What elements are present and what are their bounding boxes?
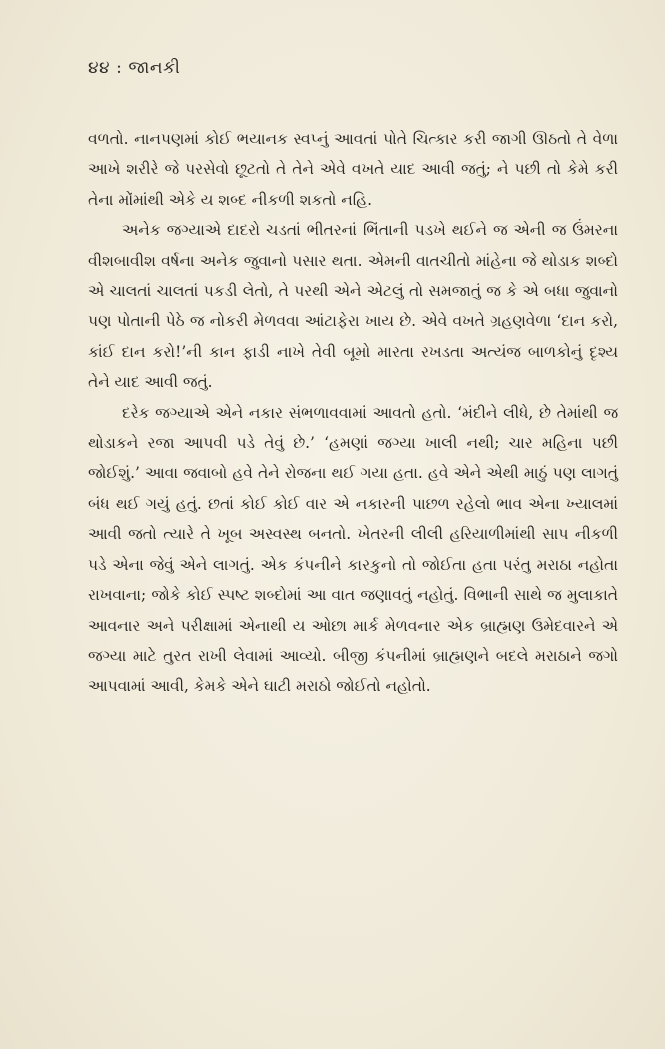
- page-number: ૪૪: [88, 58, 111, 78]
- running-header: [88, 58, 180, 78]
- paragraph: દરેક જગ્યાએ એને નકાર સંભળાવવામાં આવતો હતો. ‘મંદીને લીધે, છે તેમાંથી જ થોડાકને રજા આપવી પડે તેવું છે.’ ‘હમણાં જગ્યા ખાલી નથી; ચાર મહિના પછી જોઈશું.’ આવા જવાબો હવે તેને રોજના થઈ ગયા હતા. હવે એને એથી માઠું પણ લાગતું બંધ થઈ ગયું હતું. છતાં કોઈ કોઈ વાર એ નકારની પાછળ રહેલો ભાવ એના ખ્યાલમાં આવી જતો ત્યારે તે ખૂબ અસ્વસ્થ બનતો. ખેતરની લીલી હરિયાળીમાંથી સાપ નીકળી પડે એના જેવું એને લાગતું. એક કંપનીને કારકુનો તો જોઈતા હતા પરંતુ મરાઠા નહોતા રાખવાના; જોકે કોઈ સ્પષ્ટ શબ્દોમાં આ વાત જણાવતું નહોતું. વિભાની સાથે જ મુલાકાતે આવનાર અને પરીક્ષામાં એનાથી ય ઓછા માર્ક મેળવનાર એક બ્રાહ્મણ ઉમેદવારને એ જગ્યા માટે તુરત રાખી લેવામાં આવ્યો. બીજી કંપનીમાં બ્રાહ્મણને બદલે મરાઠાને જગો આપવામાં આવી, કેમકે એને ઘાટી મરાઠો જોઈતો નહોતો.: [88, 403, 618, 696]
- header-separator: :: [116, 58, 123, 78]
- body-text: [88, 124, 618, 702]
- paragraph: અનેક જગ્યાએ દાદરો ચડતાં ભીતરનાં ભિંતાની પડખે થઈને જ એની જ ઉંમરના વીશબાવીશ વર્ષના અનેક જુવાનો પસાર થતા. એમની વાતચીતો માંહેના જે થોડાક શબ્દો એ ચાલતાં ચાલતાં પકડી લેતો, તે પરથી એને એટલું તો સમજાતું જ કે એ બધા જુવાનો પણ પોતાની પેઠે જ નોકરી મેળવવા આંટાફેરા ખાય છે. એવે વખતે ગ્રહણવેળા ‘દાન કરો, કાંઈ દાન કરો!’ની કાન ફાડી નાખે તેવી બૂમો મારતા રખડતા અત્યંજ બાળકોનું દૃશ્ય તેને યાદ આવી જતું.: [88, 221, 618, 392]
- book-title: જાનકી: [128, 58, 181, 78]
- paragraph-continued: વળતો. નાનપણમાં કોઈ ભયાનક સ્વપ્નું આવતાં પોતે ચિત્કાર કરી જાગી ઊઠતો તે વેળા આખે શરીરે જે પરસેવો છૂટતો તે તેને એવે વખતે યાદ આવી જતું; ને પછી તો કેમે કરી તેના મોંમાંથી એકે ય શબ્દ નીકળી શકતો નહિ.: [88, 130, 618, 209]
